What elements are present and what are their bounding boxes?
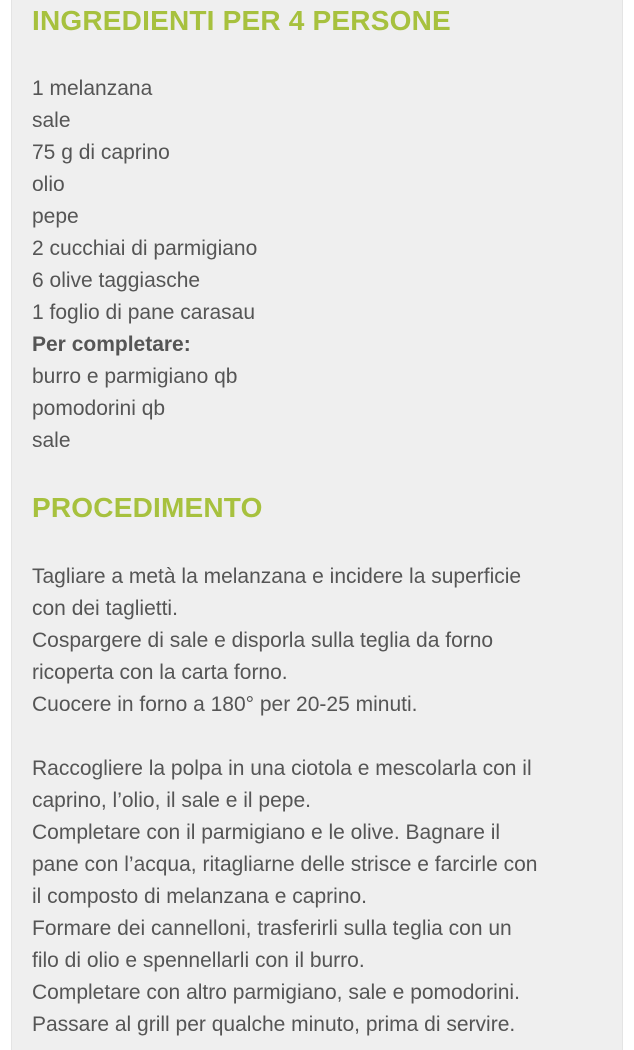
completion-item: pomodorini qb: [32, 397, 166, 420]
procedure-line: filo di olio e spennellarli con il burro.: [32, 949, 365, 972]
completion-subheading: Per completare:: [32, 333, 191, 356]
ingredient-item: 1 foglio di pane carasau: [32, 301, 255, 324]
completion-item: sale: [32, 429, 71, 452]
ingredient-item: sale: [32, 109, 71, 132]
procedure-line: caprino, l’olio, il sale e il pepe.: [32, 789, 311, 812]
ingredients-heading: INGREDIENTI PER 4 PERSONE: [32, 5, 451, 36]
ingredients-list: [32, 73, 257, 457]
procedure-line: ricoperta con la carta forno.: [32, 661, 288, 684]
procedure-line: Raccogliere la polpa in una ciotola e mescolarla con il: [32, 757, 532, 780]
procedure-line: pane con l’acqua, ritagliarne delle strisce e farcirle con: [32, 853, 538, 876]
procedure-text: [32, 561, 616, 1041]
procedure-line: Completare con il parmigiano e le olive. Bagnare il: [32, 821, 501, 844]
ingredient-item: 75 g di caprino: [32, 141, 170, 164]
recipe-card: [11, 0, 623, 1050]
procedure-line: Formare dei cannelloni, trasferirli sulla teglia con un: [32, 917, 512, 940]
ingredient-item: 6 olive taggiasche: [32, 269, 201, 292]
ingredient-item: 2 cucchiai di parmigiano: [32, 237, 258, 260]
procedure-line: con dei taglietti.: [32, 597, 178, 620]
ingredient-item: olio: [32, 173, 65, 196]
ingredient-item: 1 melanzana: [32, 77, 153, 100]
procedure-line: Cuocere in forno a 180° per 20-25 minuti.: [32, 693, 418, 716]
procedure-line: Cospargere di sale e disporla sulla teglia da forno: [32, 629, 494, 652]
paragraph-spacer: [32, 721, 616, 753]
completion-item: burro e parmigiano qb: [32, 365, 238, 388]
ingredient-item: pepe: [32, 205, 79, 228]
procedure-line: Tagliare a metà la melanzana e incidere la superficie: [32, 565, 522, 588]
procedure-line: Passare al grill per qualche minuto, prima di servire.: [32, 1013, 516, 1036]
procedure-line: il composto di melanzana e caprino.: [32, 885, 368, 908]
procedure-line: Completare con altro parmigiano, sale e pomodorini.: [32, 981, 520, 1004]
procedure-heading: PROCEDIMENTO: [32, 492, 263, 523]
